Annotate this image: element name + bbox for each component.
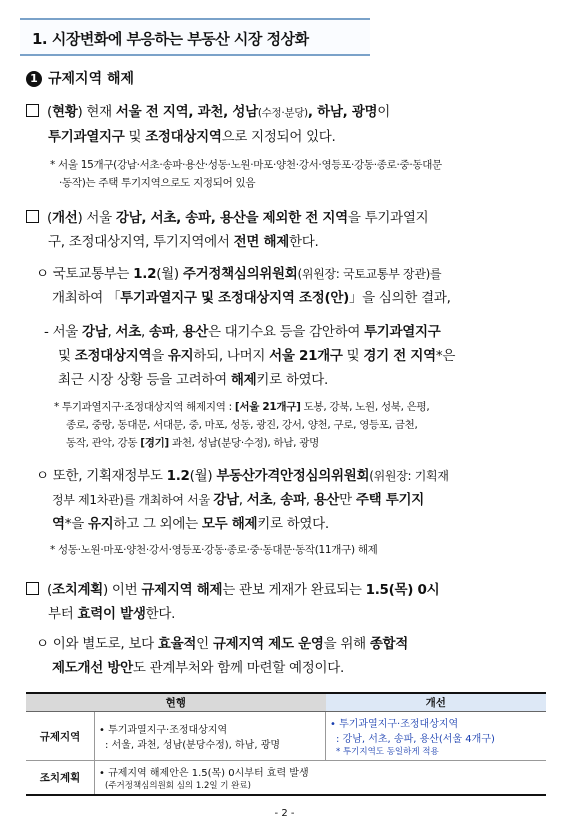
- table-row: [26, 712, 546, 761]
- circled-number-icon: 1: [26, 71, 42, 87]
- note-released-areas: * 투기과열지구·조정대상지역 해제지역 : [서울 21개구] 도봉, 강북, 노원, 성북, 은평, 종로, 중랑, 동대문, 서대문, 중, 마포, 성동, 광진, 강서, 양천, 구로, 영등포, 금천, 동작, 관악, 강동 [경기] 과천, 성남(분당·수정), 하남, 광명: [54, 401, 430, 449]
- row-label: 규제지역: [26, 712, 95, 761]
- paragraph-moef: ㅇ 또한, 기획재정부도 1.2(월) 부동산가격안정심의위원회(위원장: 기획재 정부 제1차관)를 개최하여 서울 강남, 서초, 송파, 용산만 주택 투기지 역*을 유지하고 그 외에는 모두 해제키로 하였다.: [36, 468, 449, 532]
- table-row: [26, 761, 546, 796]
- checkbox-square-icon: [26, 582, 39, 595]
- section-title: 1. 시장변화에 부응하는 부동산 시장 정상화: [32, 30, 309, 48]
- paragraph-seoul-districts: - 서울 강남, 서초, 송파, 용산은 대기수요 등을 감안하여 투기과열지구 및 조정대상지역을 유지하되, 나머지 서울 21개구 및 경기 전 지역*은 최근 시장 상황 등을 고려하여 해제키로 하였다.: [44, 324, 456, 388]
- header-current: 현행: [26, 693, 326, 712]
- subsection-label: 규제지역 해제: [48, 71, 135, 87]
- checkbox-square-icon: [26, 210, 39, 223]
- improvement-cell: • 투기과열지구·조정대상지역 : 강남, 서초, 송파, 용산(서울 4개구) * 투기지역도 동일하게 적용: [326, 712, 547, 761]
- paragraph-system-improvement: ㅇ 이와 별도로, 보다 효율적인 규제지역 제도 운영을 위해 종합적 제도개선 방안도 관계부처와 함께 마련할 예정이다.: [36, 636, 409, 676]
- page-number: - 2 -: [274, 808, 295, 819]
- comparison-table: [26, 692, 546, 796]
- note-speculation-areas: * 서울 15개구(강남·서초·송파·용산·성동·노원·마포·양천·강서·영등포·강동·종로·중·동대문 ·동작)는 주택 투기지역으로도 지정되어 있음: [50, 159, 442, 189]
- header-improvement: 개선: [326, 693, 547, 712]
- paragraph-molit: ㅇ 국토교통부는 1.2(월) 주거정책심의위원회(위원장: 국토교통부 장관)를 개최하여 「투기과열지구 및 조정대상지역 조정(안)」을 심의한 결과,: [36, 266, 451, 306]
- paragraph-improvement: (개선) 서울 강남, 서초, 송파, 용산을 제외한 전 지역을 투기과열지 구, 조정대상지역, 투기지역에서 전면 해제한다.: [26, 206, 551, 254]
- action-cell: • 규제지역 해제안은 1.5(목) 0시부터 효력 발생 (주거정책심의원회 심의 1.2일 기 완료): [95, 761, 547, 796]
- section-title-box: [20, 18, 370, 56]
- note-speculation-release: * 성동·노원·마포·양천·강서·영등포·강동·종로·중·동대문·동작(11개구) 해제: [50, 544, 378, 556]
- table-header-row: [26, 693, 546, 712]
- current-cell: • 투기과열지구·조정대상지역 : 서울, 과천, 성남(분당수정), 하남, 광명: [95, 712, 326, 761]
- paragraph-action-plan: (조치계획) 이번 규제지역 해제는 관보 게재가 완료되는 1.5(목) 0시 부터 효력이 발생한다.: [26, 578, 551, 626]
- checkbox-square-icon: [26, 104, 39, 117]
- subsection-heading: [26, 68, 134, 88]
- paragraph-status: (현황) 현재 서울 전 지역, 과천, 성남(수정·분당), 하남, 광명이 투기과열지구 및 조정대상지역으로 지정되어 있다.: [26, 100, 551, 149]
- row-label: 조치계획: [26, 761, 95, 796]
